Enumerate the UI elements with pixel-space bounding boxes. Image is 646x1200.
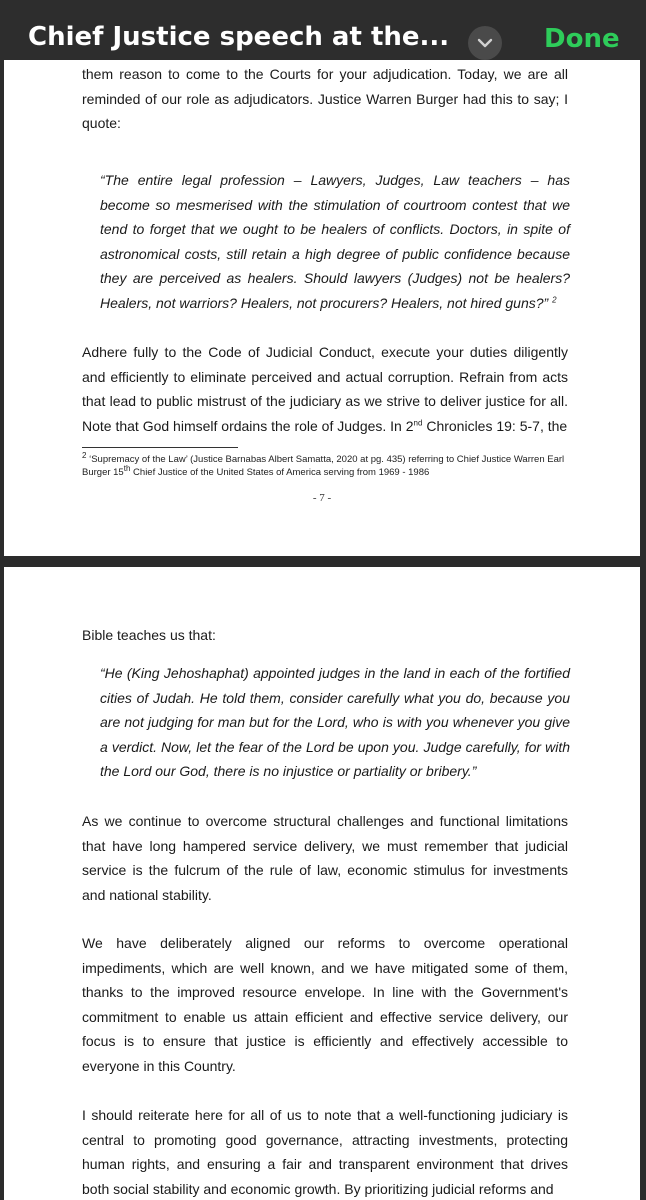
document-title: Chief Justice speech at the... (28, 22, 450, 52)
paragraph-adjudicators: them reason to come to the Courts for your adjudication. Today, we are all reminded of our role as adjudicators. Justice Warren Burger had this to say; I quote: (82, 66, 568, 131)
chevron-down-icon (477, 38, 493, 48)
quote-burger-text: “The entire legal profession – Lawyers, Judges, Law teachers – has become so mesmerised with the stimulation of courtroom contest that we tend to forget that we ought to be healers of conflicts. Doctors, in spite of astronomical costs, still retain a high degree of public confidence because they are perceived as healers. Should lawyers (Judges) not be healers? Healers, not warriors? Healers, not procurers? Healers, not hired guns?” (100, 172, 570, 311)
paragraph-judiciary: I should reiterate here for all of us to note that a well-functioning judiciary is central to promoting good governance, attracting investments, protecting human rights, and ensuring a fair and transparent environment that drives both social stability and economic growth. By prioritizing judicial reforms and (82, 1107, 568, 1197)
document-page-8 (4, 567, 640, 1200)
title-menu-button[interactable] (468, 26, 502, 60)
footnote-text-end: Chief Justice of the United States of America serving from 1969 - 1986 (130, 466, 430, 478)
done-button[interactable]: Done (544, 24, 620, 54)
paragraph-structural-challenges: As we continue to overcome structural challenges and functional limitations that have long hampered service delivery, we must remember that judicial service is the fulcrum of the rule of law, economic stimulus for investments and national stability. (82, 813, 568, 903)
paragraph-reforms: We have deliberately aligned our reforms to overcome operational impediments, which are well known, and we have mitigated some of them, thanks to the improved resource envelope. In line with the Government's commitment to enable us attain efficient and effective service delivery, our focus is to ensure that justice is efficiently and effectively accessible to everyone in this Country. (82, 935, 568, 1074)
footnote-ordinal-sup: th (123, 463, 131, 473)
quote-burger (100, 168, 570, 315)
paragraph-code-text-end: Chronicles 19: 5-7, the (422, 417, 568, 434)
footnote-divider (82, 447, 238, 448)
document-page-7 (4, 60, 640, 556)
footnote-number: 2 (82, 450, 87, 460)
quote-chronicles: “He (King Jehoshaphat) appointed judges in the land in each of the fortified cities of Judah. He told them, consider carefully what you do, because you are not judging for man but for the Lord, who is with you whenever you give a verdict. Now, let the fear of the Lord be upon you. Judge carefully, for with the Lord our God, there is no injustice or partiality or bribery.” (100, 665, 570, 779)
paragraph-code-text: Adhere fully to the Code of Judicial Conduct, execute your duties diligently and efficiently to eliminate perceived and actual corruption. Refrain from acts that lead to public mistrust of the judiciary as we strive to deliver justice for all. Note that God himself ordains the role of Judges. In 2 (82, 344, 568, 434)
footnote (82, 450, 572, 479)
footnote-text: ‘Supremacy of the Law’ (Justice Barnabas Albert Samatta, 2020 at pg. 435) referring to Chief Justice Warren Earl Burger 15 (82, 454, 565, 478)
page-number: - 7 - (312, 492, 332, 504)
ordinal-sup: nd (413, 417, 423, 427)
footnote-ref: 2 (552, 294, 557, 304)
paragraph-code-of-conduct (82, 340, 568, 438)
paragraph-bible: Bible teaches us that: (82, 627, 216, 643)
